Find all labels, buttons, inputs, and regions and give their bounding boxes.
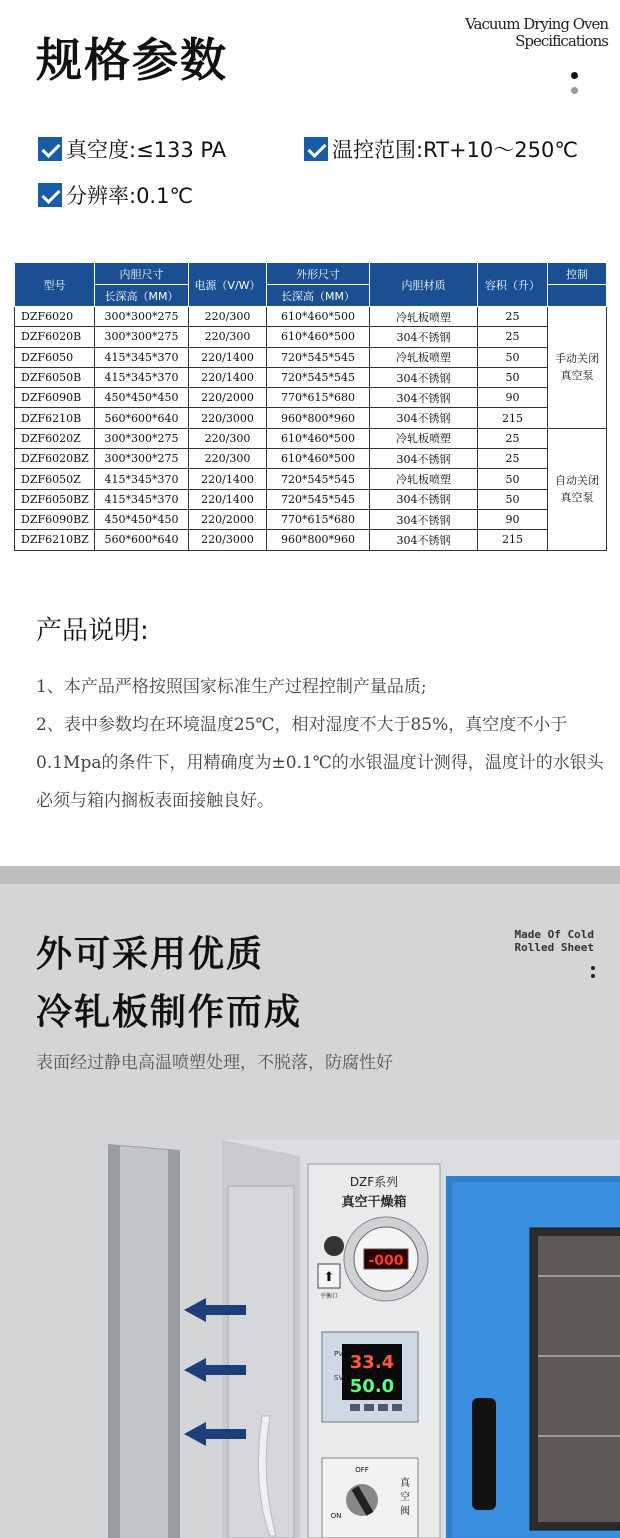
control-line2: 真空泵 bbox=[560, 491, 594, 505]
header-outer-sub: 长深高（MM） bbox=[267, 285, 370, 307]
cell-power: 220/3000 bbox=[189, 408, 267, 428]
cell-model: DZF6050 bbox=[15, 347, 95, 367]
cell-outer: 720*545*545 bbox=[267, 347, 370, 367]
cell-outer: 610*460*500 bbox=[267, 307, 370, 327]
header-inner-sub: 长深高（MM） bbox=[95, 285, 189, 307]
cell-power: 220/300 bbox=[189, 327, 267, 347]
control-line1: 自动关闭 bbox=[555, 474, 599, 488]
cell-material: 304不锈钢 bbox=[370, 367, 478, 387]
description-item-1: 1、本产品严格按照国家标准生产过程控制产量品质; bbox=[36, 677, 427, 697]
cell-inner: 560*600*640 bbox=[95, 408, 189, 428]
cell-model: DZF6090BZ bbox=[15, 509, 95, 529]
controller-button[interactable] bbox=[392, 1404, 402, 1411]
cell-model: DZF6050Z bbox=[15, 469, 95, 489]
cell-outer: 610*460*500 bbox=[267, 449, 370, 469]
cell-inner: 300*300*275 bbox=[95, 307, 189, 327]
header-volume: 容积（升） bbox=[478, 263, 548, 307]
spec-table bbox=[14, 262, 607, 551]
table-row bbox=[15, 469, 607, 489]
header-control-sub bbox=[548, 285, 607, 307]
cell-inner: 415*345*370 bbox=[95, 489, 189, 509]
cell-power: 220/1400 bbox=[189, 469, 267, 489]
table-row bbox=[15, 347, 607, 367]
page-title: 规格参数 bbox=[36, 33, 228, 87]
cell-volume: 90 bbox=[478, 509, 548, 529]
cell-volume: 50 bbox=[478, 367, 548, 387]
cell-inner: 450*450*450 bbox=[95, 388, 189, 408]
cell-model: DZF6020 bbox=[15, 307, 95, 327]
cell-inner: 415*345*370 bbox=[95, 347, 189, 367]
cell-model: DZF6210BZ bbox=[15, 530, 95, 550]
control-line2: 真空泵 bbox=[560, 369, 594, 383]
table-row bbox=[15, 509, 607, 529]
cell-model: DZF6090B bbox=[15, 388, 95, 408]
cell-volume: 215 bbox=[478, 530, 548, 550]
cell-outer: 770*615*680 bbox=[267, 509, 370, 529]
panel-series: DZF系列 bbox=[349, 1175, 399, 1189]
cell-power: 220/300 bbox=[189, 428, 267, 448]
table-row bbox=[15, 449, 607, 469]
description-text bbox=[36, 668, 606, 820]
cell-material: 304不锈钢 bbox=[370, 530, 478, 550]
title-english-line1: Vacuum Drying Oven bbox=[465, 15, 608, 33]
cell-power: 220/2000 bbox=[189, 509, 267, 529]
cell-model: DZF6020Z bbox=[15, 428, 95, 448]
cell-material: 冷轧板喷塑 bbox=[370, 428, 478, 448]
table-row bbox=[15, 327, 607, 347]
svg-text:⬆: ⬆ bbox=[323, 1270, 335, 1285]
cell-volume: 215 bbox=[478, 408, 548, 428]
cell-power: 220/300 bbox=[189, 307, 267, 327]
table-row bbox=[15, 388, 607, 408]
controller-button[interactable] bbox=[378, 1404, 388, 1411]
cell-power: 220/1400 bbox=[189, 347, 267, 367]
cell-volume: 25 bbox=[478, 307, 548, 327]
product-section bbox=[0, 866, 620, 1538]
cell-inner: 560*600*640 bbox=[95, 530, 189, 550]
valve-on-label: ON bbox=[330, 1512, 342, 1520]
cell-inner: 415*345*370 bbox=[95, 469, 189, 489]
knob-icon[interactable] bbox=[324, 1236, 344, 1256]
highlight-label: 分辨率:0.1℃ bbox=[66, 184, 194, 208]
cell-control bbox=[548, 428, 607, 550]
cell-volume: 25 bbox=[478, 428, 548, 448]
cell-material: 冷轧板喷塑 bbox=[370, 469, 478, 489]
highlight-vacuum bbox=[38, 134, 226, 164]
cell-control bbox=[548, 307, 607, 429]
cell-power: 220/2000 bbox=[189, 388, 267, 408]
highlight-resolution bbox=[38, 180, 193, 210]
product-title-line1: 外可采用优质 bbox=[36, 934, 265, 975]
valve-label-1: 真 bbox=[400, 1478, 410, 1489]
cell-power: 220/3000 bbox=[189, 530, 267, 550]
cell-material: 冷轧板喷塑 bbox=[370, 347, 478, 367]
product-english-line2: Rolled Sheet bbox=[514, 941, 594, 954]
dot-gray bbox=[571, 87, 578, 94]
cell-volume: 25 bbox=[478, 327, 548, 347]
cell-power: 220/1400 bbox=[189, 489, 267, 509]
highlight-temperature bbox=[304, 134, 578, 164]
pv-value: 33.4 bbox=[349, 1352, 395, 1373]
valve-label-2: 空 bbox=[400, 1492, 410, 1503]
cell-outer: 610*460*500 bbox=[267, 327, 370, 347]
cell-volume: 50 bbox=[478, 347, 548, 367]
product-english-line1: Made Of Cold bbox=[514, 928, 594, 941]
table-row bbox=[15, 489, 607, 509]
table-row bbox=[15, 428, 607, 448]
cell-outer: 770*615*680 bbox=[267, 388, 370, 408]
checkbox-icon bbox=[38, 183, 62, 207]
table-row bbox=[15, 367, 607, 387]
cell-material: 冷轧板喷塑 bbox=[370, 307, 478, 327]
product-subtitle: 表面经过静电高温喷塑处理，不脱落，防腐性好 bbox=[36, 1053, 393, 1073]
header-inner: 内胆尺寸 bbox=[95, 263, 189, 285]
valve-off-label: OFF bbox=[355, 1466, 369, 1474]
header-control: 控制 bbox=[548, 263, 607, 285]
description-title: 产品说明: bbox=[36, 616, 149, 646]
header-model: 型号 bbox=[15, 263, 95, 307]
cell-volume: 25 bbox=[478, 449, 548, 469]
cell-inner: 450*450*450 bbox=[95, 509, 189, 529]
highlight-label: 温控范围:RT+10～250℃ bbox=[332, 138, 578, 162]
cell-inner: 300*300*275 bbox=[95, 327, 189, 347]
pv-label: PV bbox=[334, 1350, 344, 1358]
highlight-label: 真空度:≤133 PA bbox=[66, 138, 227, 162]
cell-material: 304不锈钢 bbox=[370, 327, 478, 347]
cell-outer: 610*460*500 bbox=[267, 428, 370, 448]
balance-port-label: 平衡口 bbox=[319, 1293, 339, 1300]
cell-material: 304不锈钢 bbox=[370, 509, 478, 529]
cell-material: 304不锈钢 bbox=[370, 388, 478, 408]
cell-volume: 50 bbox=[478, 469, 548, 489]
cell-inner: 300*300*275 bbox=[95, 428, 189, 448]
control-line1: 手动关闭 bbox=[555, 352, 599, 366]
door-handle[interactable] bbox=[472, 1398, 496, 1510]
table-row bbox=[15, 307, 607, 327]
oven-illustration bbox=[0, 1136, 620, 1538]
controller-button[interactable] bbox=[364, 1404, 374, 1411]
cell-inner: 415*345*370 bbox=[95, 367, 189, 387]
header-power: 电源（V/W） bbox=[189, 263, 267, 307]
cell-model: DZF6020BZ bbox=[15, 449, 95, 469]
dot-dark bbox=[571, 72, 578, 79]
cell-outer: 720*545*545 bbox=[267, 367, 370, 387]
title-english bbox=[465, 16, 608, 50]
cell-volume: 50 bbox=[478, 489, 548, 509]
vacuum-readout: -000 bbox=[368, 1253, 404, 1269]
decor-dots bbox=[571, 72, 578, 102]
cell-material: 304不锈钢 bbox=[370, 449, 478, 469]
cell-power: 220/1400 bbox=[189, 367, 267, 387]
product-english-title bbox=[515, 928, 594, 954]
sv-label: SV bbox=[334, 1374, 344, 1382]
cell-model: DZF6050BZ bbox=[15, 489, 95, 509]
section-divider bbox=[0, 866, 620, 884]
cell-inner: 300*300*275 bbox=[95, 449, 189, 469]
cell-outer: 960*800*960 bbox=[267, 408, 370, 428]
cell-material: 304不锈钢 bbox=[370, 408, 478, 428]
product-title-line2: 冷轧板制作而成 bbox=[36, 992, 303, 1033]
cell-model: DZF6020B bbox=[15, 327, 95, 347]
checkbox-icon bbox=[304, 137, 328, 161]
spec-table-body bbox=[15, 307, 607, 551]
cell-volume: 90 bbox=[478, 388, 548, 408]
table-row bbox=[15, 408, 607, 428]
header-material: 内胆材质 bbox=[370, 263, 478, 307]
cell-model: DZF6050B bbox=[15, 367, 95, 387]
description-item-2: 2、表中参数均在环境温度25℃，相对湿度不大于85%，真空度不小于0.1Mpa的条件下，用精确度为±0.1℃的水银温度计测得，温度计的水银头必须与箱内搁板表面接触良好。 bbox=[36, 715, 604, 811]
valve-label-3: 阀 bbox=[400, 1506, 410, 1517]
controller-button[interactable] bbox=[350, 1404, 360, 1411]
cell-material: 304不锈钢 bbox=[370, 489, 478, 509]
title-english-line2: Specifications bbox=[515, 32, 608, 50]
decor-dots bbox=[591, 966, 595, 982]
checkbox-icon bbox=[38, 137, 62, 161]
header-outer: 外形尺寸 bbox=[267, 263, 370, 285]
cell-model: DZF6210B bbox=[15, 408, 95, 428]
sv-value: 50.0 bbox=[349, 1376, 395, 1397]
cell-outer: 960*800*960 bbox=[267, 530, 370, 550]
cell-outer: 720*545*545 bbox=[267, 469, 370, 489]
panel-name: 真空干燥箱 bbox=[341, 1195, 407, 1210]
cell-outer: 720*545*545 bbox=[267, 489, 370, 509]
table-row bbox=[15, 530, 607, 550]
cell-power: 220/300 bbox=[189, 449, 267, 469]
